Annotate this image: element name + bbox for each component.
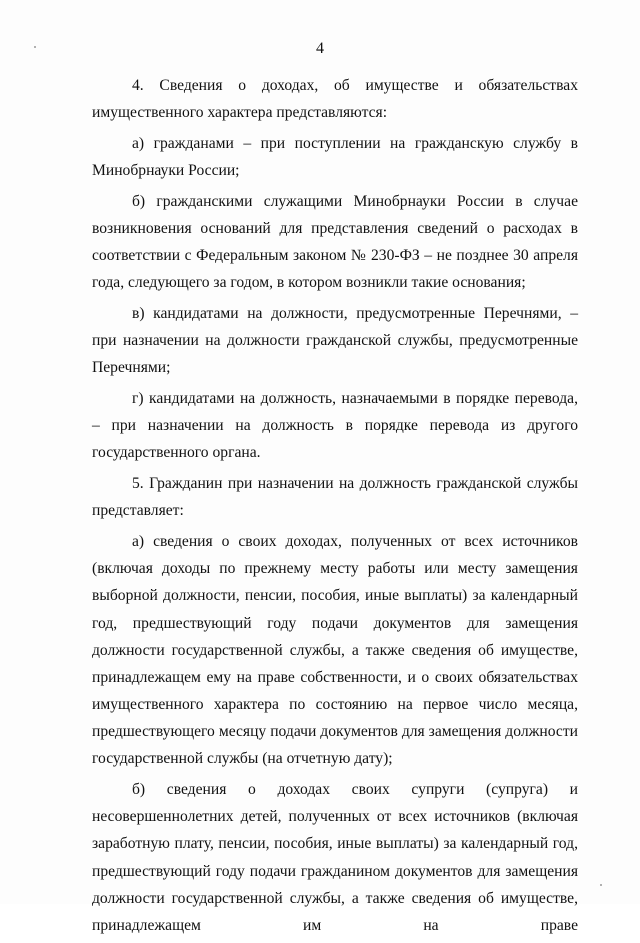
- paragraph-5a: а) сведения о своих доходах, полученных от всех источников (включая доходы по прежнему месту работы или месту замещения выборной должности, пенсии, пособия, иные выплаты) за календарный год, предшествующий году подачи документов для замещения должности государственной службы, а также сведения об имуществе, принадлежащем ему на праве собственности, и о своих обязательствах имущественного характера по состоянию на первое число месяца, предшествующего месяцу подачи документов для замещения должности государственной службы (на отчетную дату);: [92, 533, 578, 768]
- page-number: 4: [316, 40, 324, 57]
- scan-speck: [34, 46, 36, 48]
- document-body: [92, 72, 578, 943]
- paragraph-4g: г) кандидатами на должность, назначаемыми в порядке перевода, – при назначении на должность в порядке перевода из другого государственного органа.: [92, 390, 578, 462]
- paragraph-5: 5. Гражданин при назначении на должность гражданской службы представляет:: [92, 475, 578, 520]
- paragraph-4a: а) гражданами – при поступлении на гражданскую службу в Минобрнауки России;: [92, 134, 578, 180]
- paragraph-5b: б) сведения о доходах своих супруги (супруга) и несовершеннолетних детей, полученных от всех источников (включая заработную плату, пенсии, пособия, иные выплаты) за календарный год, предшествующий году подачи гражданином документов для замещения должности государственной службы, а также сведения об имуществе, принадлежащем им на праве: [92, 781, 578, 934]
- paragraph-4: 4. Сведения о доходах, об имуществе и обязательствах имущественного характера представляются:: [92, 77, 578, 122]
- paragraph-4b: б) гражданскими служащими Минобрнауки России в случае возникновения оснований для представления сведений о расходах в соответствии с Федеральным законом № 230-ФЗ – не позднее 30 апреля года, следующего за годом, в котором возникли такие основания;: [92, 192, 578, 292]
- scan-speck: [600, 884, 602, 886]
- paragraph-4v: в) кандидатами на должности, предусмотренные Перечнями, – при назначении на должности гражданской службы, предусмотренные Перечнями;: [92, 305, 578, 377]
